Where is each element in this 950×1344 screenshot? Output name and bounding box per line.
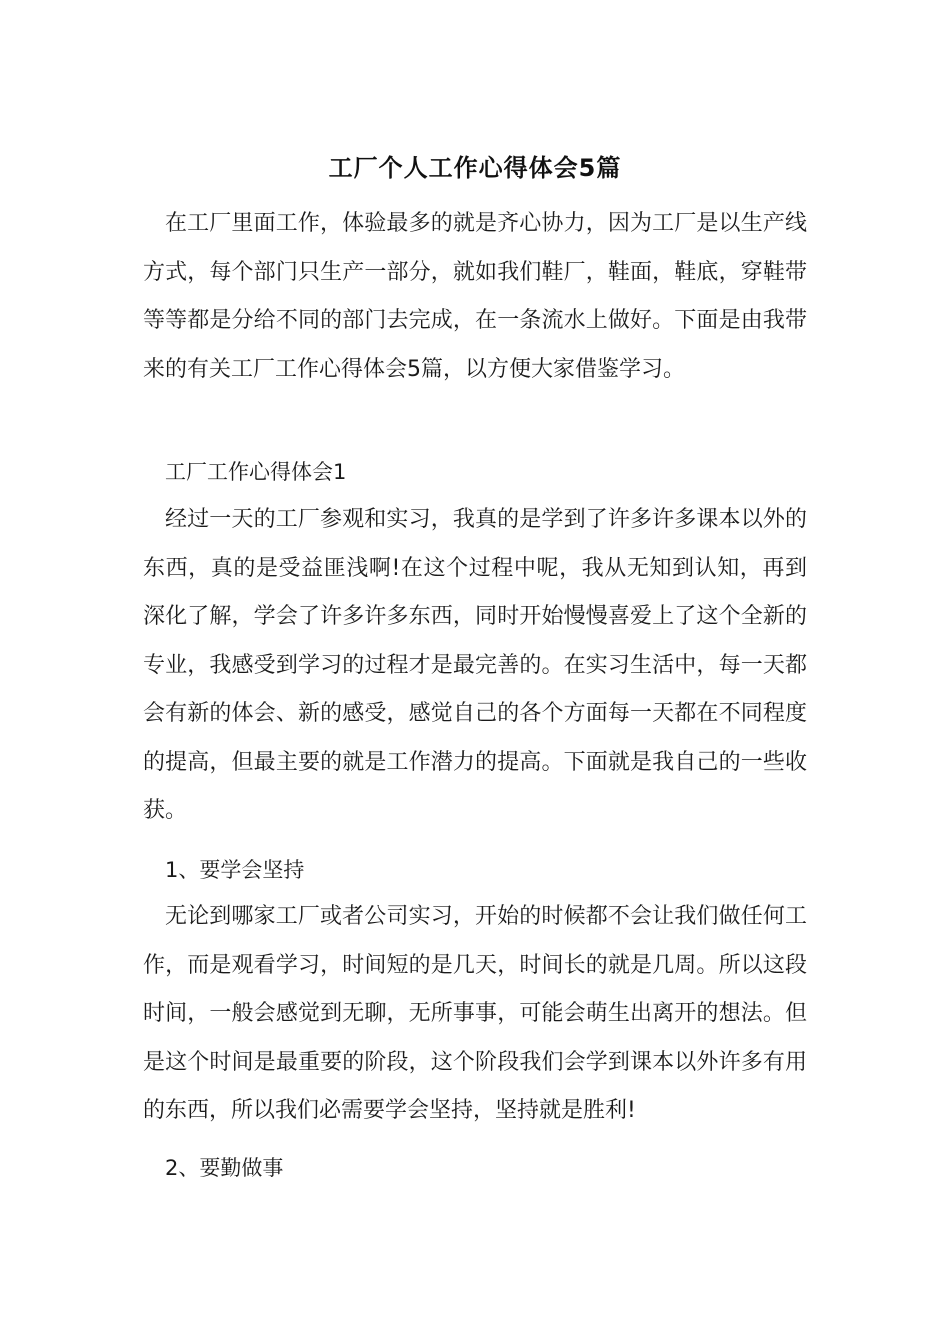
intro-paragraph: 在工厂里面工作，体验最多的就是齐心协力，因为工厂是以生产线方式，每个部门只生产一部分，就如我们鞋厂，鞋面，鞋底，穿鞋带等等都是分给不同的部门去完成，在一条流水上做好。下面是由我带来的有关工厂工作心得体会5篇，以方便大家借鉴学习。 — [143, 211, 807, 382]
list-item-2-label: 2、要勤做事 — [165, 1156, 284, 1180]
document-title: 工厂个人工作心得体会5篇 — [328, 154, 622, 182]
list-item-1-label: 1、要学会坚持 — [165, 858, 305, 882]
section-heading-1: 工厂工作心得体会1 — [165, 460, 347, 484]
list-item-1-paragraph: 无论到哪家工厂或者公司实习，开始的时候都不会让我们做任何工作，而是观看学习，时间短的是几天，时间长的就是几周。所以这段时间，一般会感觉到无聊，无所事事，可能会萌生出离开的想法。但是这个时间是最重要的阶段，这个阶段我们会学到课本以外许多有用的东西，所以我们必需要学会坚持，坚持就是胜利! — [143, 904, 807, 1123]
section1-paragraph: 经过一天的工厂参观和实习，我真的是学到了许多许多课本以外的东西，真的是受益匪浅啊!在这个过程中呢，我从无知到认知，再到深化了解，学会了许多许多东西，同时开始慢慢喜爱上了这个全新的专业，我感受到学习的过程才是最完善的。在实习生活中，每一天都会有新的体会、新的感受，感觉自己的各个方面每一天都在不同程度的提高，但最主要的就是工作潜力的提高。下面就是我自己的一些收获。 — [143, 507, 807, 823]
